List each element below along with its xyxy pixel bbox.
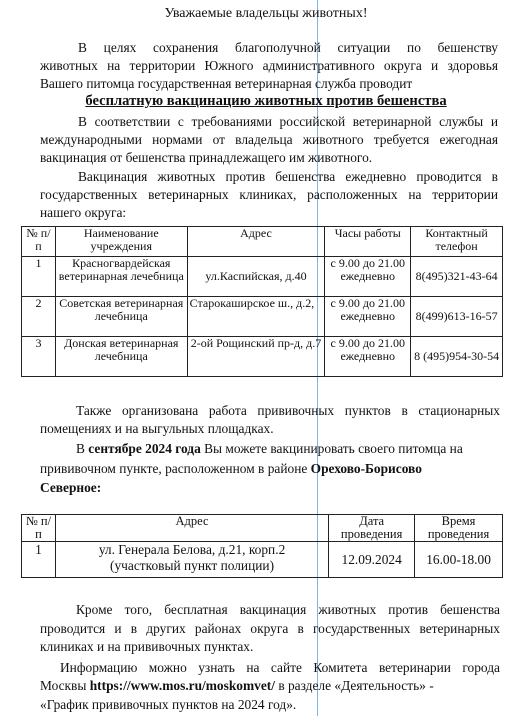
schedule-text: В [76,441,89,456]
info-text: Москвы [40,678,90,693]
intro-line-2: животных на территории Южного административного округа и здоровья [40,58,498,73]
cell-num: 3 [22,337,56,377]
requirements-line-2: международными нормами от владельца животного требуется ежегодная [40,132,498,147]
other-districts-line-3: клиниках и на прививочных пунктах. [40,639,254,654]
schedule-text: прививочном пункте, расположенном в районе [40,461,311,476]
table-header-row [22,515,503,542]
schedule-line-2 [40,460,422,477]
cell-addr: ул.Каспийская, д.40 [187,257,325,297]
info-text: в разделе «Деятельность» - [274,678,434,693]
table-header-row [22,227,503,257]
intro-line-3: Вашего питомца государственная ветеринарная служба проводит [40,76,413,91]
clinics-intro-line-2: государственных ветеринарных клиниках, расположенных на территории [40,187,498,202]
cell-hours: с 9.00 до 21.00 ежедневно [325,297,411,337]
district-name: Орехово-Борисово [310,461,422,476]
schedule-month: сентябре 2024 года [88,441,201,456]
schedule-line-1 [76,440,463,457]
col-header-date: Дата проведения [329,515,415,542]
points-line-2: помещениях и на выгульных площадках. [40,421,274,436]
cell-addr: 2-ой Рощинский пр-д, д.7 [187,337,325,377]
col-header-addr: Адрес [55,515,328,542]
vaccination-point-table [21,514,503,578]
cell-phone: 8(495)321-43-64 [411,257,503,297]
cell-addr: ул. Генерала Белова, д.21, корп.2 (участковый пункт полиции) [55,542,328,578]
cell-hours: с 9.00 до 21.00 ежедневно [325,257,411,297]
intro-line-1: В целях сохранения благополучной ситуации по бешенству [78,40,498,55]
clinics-table [21,226,503,377]
cell-date: 12.09.2024 [329,542,415,578]
headline: бесплатную вакцинацию животных против бешенства [85,93,447,109]
cell-phone: 8 (495)954-30-54 [411,337,503,377]
col-header-addr: Адрес [187,227,325,257]
requirements-line-3: вакцинация от бешенства принадлежащего им животного. [40,150,373,165]
col-header-hours: Часы работы [325,227,411,257]
table-row [22,337,503,377]
table-row [22,542,503,578]
col-header-name: Наименование учреждения [55,227,187,257]
info-line-3: «График прививочных пунктов на 2024 год». [40,697,297,712]
col-header-time: Время проведения [415,515,503,542]
cell-num: 1 [22,542,56,578]
col-header-num: № п/п [22,227,56,257]
clinics-intro-line-1: Вакцинация животных против бешенства ежедневно проводится в [78,169,498,184]
requirements-line-1: В соответствии с требованиями российской ветеринарной службы и [78,114,498,129]
table-row [22,297,503,337]
district-name-end: Северное: [40,480,102,495]
schedule-line-3 [40,479,101,496]
info-line-1: Информацию можно узнать на сайте Комитета ветеринарии города [60,660,500,675]
website-link[interactable]: https://www.mos.ru/moskomvet/ [89,678,275,693]
schedule-text: Вы можете вакцинировать своего питомца на [200,441,463,456]
cell-num: 1 [22,257,56,297]
other-districts-line-1: Кроме того, бесплатная вакцинация животных против бешенства [76,602,500,617]
col-header-num: № п/п [22,515,56,542]
cell-name: Советская ветеринарная лечебница [55,297,187,337]
points-line-1: Также организована работа прививочных пунктов в стационарных [76,403,500,418]
info-line-2 [40,677,434,694]
cell-addr: Старокаширское ш., д.2, [187,297,325,337]
clinics-intro-line-3: нашего округа: [40,205,127,220]
page-title: Уважаемые владельцы животных! [164,6,368,21]
cell-hours: с 9.00 до 21.00 ежедневно [325,337,411,377]
col-header-phone: Контактный телефон [411,227,503,257]
table-row [22,257,503,297]
cell-phone: 8(499)613-16-57 [411,297,503,337]
cell-name: Красногвардейская ветеринарная лечебница [55,257,187,297]
cell-name: Донская ветеринарная лечебница [55,337,187,377]
other-districts-line-2: проводится и в других районах округа в государственных ветеринарных [40,621,500,636]
cell-time: 16.00-18.00 [415,542,503,578]
cell-num: 2 [22,297,56,337]
